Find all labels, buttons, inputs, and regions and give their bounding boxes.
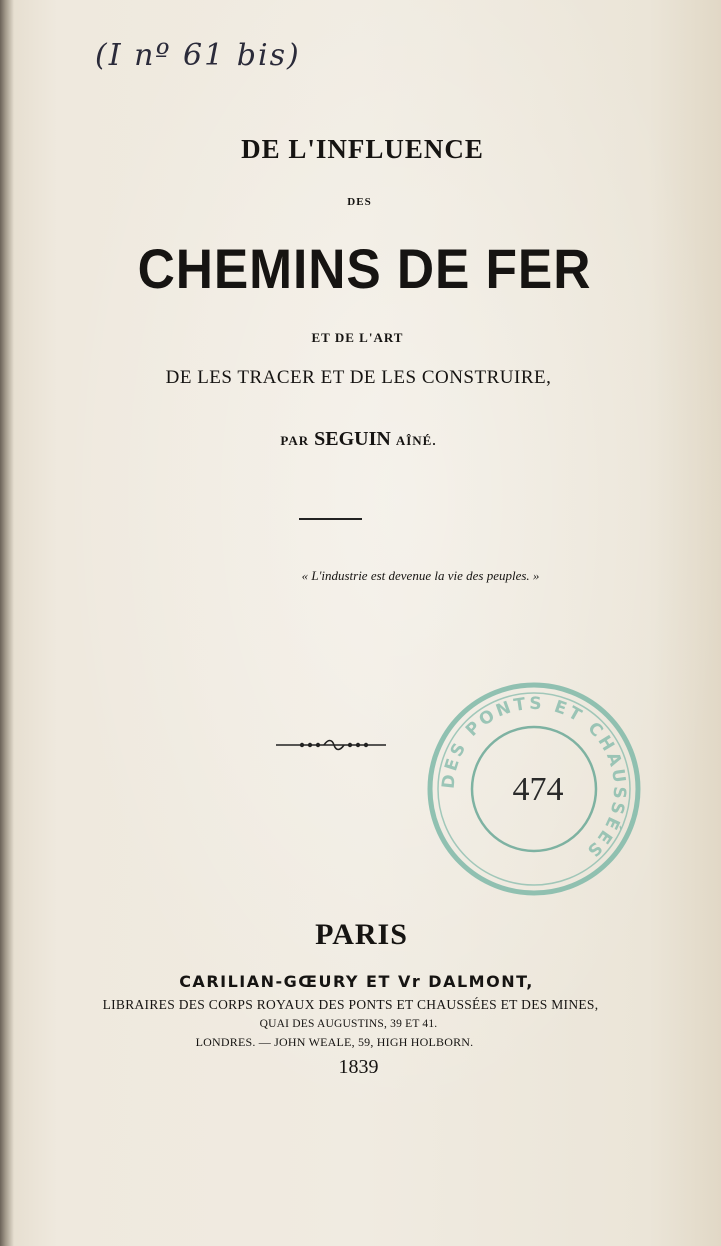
author-par: PAR xyxy=(280,433,310,448)
stamp-number: 474 xyxy=(512,771,564,808)
title-line-influence: DE L'INFLUENCE xyxy=(241,134,484,164)
title-line-tracer: DE LES TRACER ET DE LES CONSTRUIRE, xyxy=(165,367,552,388)
imprint-year: 1839 xyxy=(338,1056,379,1078)
imprint-address: QUAI DES AUGUSTINS, 39 ET 41. xyxy=(259,1018,438,1030)
title-line-des: DES xyxy=(347,196,372,208)
imprint-city: PARIS xyxy=(315,918,408,951)
epigraph: « L'industrie est devenue la vie des peuples. » xyxy=(301,568,540,583)
imprint-publisher: CARILIAN-GŒURY ET Vr DALMONT, xyxy=(179,972,534,991)
author-suffix: AÎNÉ. xyxy=(395,433,437,448)
title-divider-rule xyxy=(299,518,362,520)
ornament-icon xyxy=(274,737,388,753)
stamp-ring-text: DES PONTS ET CHAUSSÉES xyxy=(438,693,630,863)
main-title: CHEMINS DE FER xyxy=(137,237,592,300)
author-name: SEGUIN xyxy=(314,428,391,450)
title-line-et-art: ET DE L'ART xyxy=(311,330,404,345)
imprint-london: LONDRES. — JOHN WEALE, 59, HIGH HOLBORN. xyxy=(195,1035,474,1049)
library-stamp xyxy=(422,676,646,902)
author-line xyxy=(0,428,719,451)
imprint-libraires: LIBRAIRES DES CORPS ROYAUX DES PONTS ET CHAUSSÉES ET DES MINES, xyxy=(102,997,599,1012)
handwritten-shelfmark: (I nº 61 bis) xyxy=(95,38,301,73)
